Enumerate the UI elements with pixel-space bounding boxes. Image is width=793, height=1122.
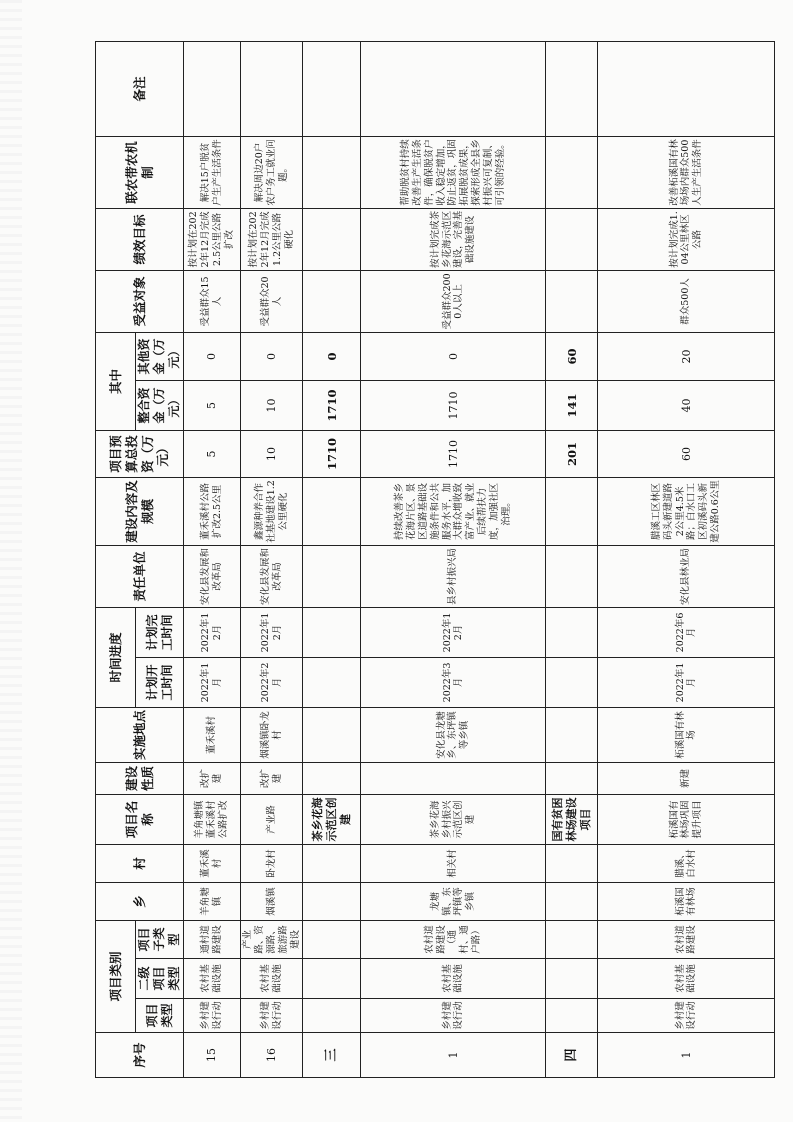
header-remarks: 备注 <box>96 41 184 136</box>
cell-beneficiary: 受益群众15人 <box>184 270 241 332</box>
section-seq: 四 <box>546 1033 598 1078</box>
rotated-table-container <box>95 43 770 1078</box>
cell-responsible: 县乡村振兴局 <box>361 545 546 607</box>
cell-village: 相关村 <box>361 844 546 882</box>
cell-content: 董禾溪村公路扩改2.5公里 <box>184 477 241 545</box>
section-project-name: 茶乡花海示范区创建 <box>303 794 361 844</box>
cell-township: 羊角塘镇 <box>184 882 241 920</box>
cell-seq: 1 <box>598 1033 775 1078</box>
header-beneficiary: 受益对象 <box>96 270 184 332</box>
header-location: 实施地点 <box>96 707 184 762</box>
cell-remarks <box>598 41 775 136</box>
cell-responsible: 安化县林业局 <box>598 545 775 607</box>
cell-location: 烟溪镇卧龙村 <box>241 707 303 762</box>
cell-secondary: 农村基础设施 <box>361 959 546 999</box>
section-integrated: 141 <box>546 380 598 430</box>
cell-seq: 15 <box>184 1033 241 1078</box>
section-other: 60 <box>546 332 598 380</box>
cell-responsible: 安化县发展和改革局 <box>184 545 241 607</box>
header-seq: 序号 <box>96 1033 184 1078</box>
cell-mechanism: 帮助脱贫村持续改善生产生活条件，确保脱贫户收入稳定增加，防止返贫，巩固拓展脱贫成果，探索形成全县乡村振兴可复制、可引领的经验。 <box>361 136 546 208</box>
header-other: 其他资金（万元） <box>136 332 184 380</box>
cell-construction-nature: 新建 <box>598 762 775 794</box>
cell-village: 卧龙村 <box>241 844 303 882</box>
cell-integrated: 5 <box>184 380 241 430</box>
cell-village: 腊溪、白水村 <box>598 844 775 882</box>
cell-performance: 按计划完成茶乡花海示范区建设，完善基础设施建设 <box>361 208 546 270</box>
table-row <box>361 41 546 1077</box>
header-of-which: 其中 <box>96 332 136 430</box>
cell-seq: 16 <box>241 1033 303 1078</box>
cell-project-name: 柘溪国有林场巩固提升项目 <box>598 794 775 844</box>
cell-subtype: 农村道路建设 <box>598 920 775 958</box>
cell-end: 2022年12月 <box>241 607 303 657</box>
cell-other: 0 <box>361 332 546 380</box>
cell-end: 2022年12月 <box>184 607 241 657</box>
cell-performance: 按计划完成1.04公里林区公路 <box>598 208 775 270</box>
cell-secondary: 农村基础设施 <box>184 959 241 999</box>
cell-subtype: 通村道路建设 <box>184 920 241 958</box>
cell-mechanism: 改善柘溪国有林场场内群众500人生产生活条件 <box>598 136 775 208</box>
cell-performance: 按计划在2022年12月完成2.5公里公路扩改 <box>184 208 241 270</box>
cell-end: 2022年12月 <box>361 607 546 657</box>
header-construction-nature: 建设性质 <box>96 762 184 794</box>
cell-remarks <box>184 41 241 136</box>
cell-category: 乡村建设行动 <box>361 999 546 1033</box>
header-category-group: 项目类别 <box>96 920 136 1032</box>
header-budget: 项目预算总投资（万元） <box>96 430 184 477</box>
header-schedule-group: 时间进度 <box>96 607 136 707</box>
cell-start: 2022年2月 <box>241 657 303 707</box>
cell-village: 董禾溪村 <box>184 844 241 882</box>
section-seq: 三 <box>303 1033 361 1078</box>
cell-township: 柘溪国有林场 <box>598 882 775 920</box>
header-secondary: 二级项目类型 <box>136 959 184 999</box>
project-table <box>95 41 775 1078</box>
cell-construction-nature: 改扩建 <box>241 762 303 794</box>
cell-end: 2022年6月 <box>598 607 775 657</box>
cell-project-name: 茶乡花海乡村振兴示范区创建 <box>361 794 546 844</box>
cell-content: 持续改善茶乡花海片区、景区道路基础设施条件和公共服务水平，加大群众增收致富产业、就业后续帮扶力度，加强社区治理。 <box>361 477 546 545</box>
cell-location: 董禾溪村 <box>184 707 241 762</box>
header-project-name: 项目名称 <box>96 794 184 844</box>
header-integrated: 整合资金（万元） <box>136 380 184 430</box>
cell-remarks <box>241 41 303 136</box>
scan-edge <box>0 0 22 1122</box>
cell-budget: 60 <box>598 430 775 477</box>
cell-seq: 1 <box>361 1033 546 1078</box>
cell-subtype: 农村道路建设（通村、通户路） <box>361 920 546 958</box>
cell-integrated: 1710 <box>361 380 546 430</box>
cell-subtype: 产业路、资源路、旅游路建设 <box>241 920 303 958</box>
header-content: 建设内容及规模 <box>96 477 184 545</box>
section-row <box>546 41 598 1077</box>
header-category: 项目类型 <box>136 999 184 1033</box>
cell-content: 鑫源种养合作社基地建设1.2公里硬化 <box>241 477 303 545</box>
cell-township: 龙塘镇、东坪镇等乡镇 <box>361 882 546 920</box>
cell-other: 0 <box>241 332 303 380</box>
cell-beneficiary: 受益群众2000人以上 <box>361 270 546 332</box>
cell-location: 柘溪国有林场 <box>598 707 775 762</box>
section-row <box>303 41 361 1077</box>
section-other: 0 <box>303 332 361 380</box>
cell-construction-nature: 改扩建 <box>184 762 241 794</box>
cell-responsible: 安化县发展和改革局 <box>241 545 303 607</box>
cell-secondary: 农村基础设施 <box>598 959 775 999</box>
cell-start: 2022年1月 <box>598 657 775 707</box>
table-row <box>241 41 303 1077</box>
cell-integrated: 10 <box>241 380 303 430</box>
cell-budget: 10 <box>241 430 303 477</box>
section-project-name: 国有贫困林场建设项目 <box>546 794 598 844</box>
header-performance: 绩效目标 <box>96 208 184 270</box>
header-mechanism: 联农带农机制 <box>96 136 184 208</box>
cell-budget: 5 <box>184 430 241 477</box>
section-budget: 1710 <box>303 430 361 477</box>
cell-start: 2022年3月 <box>361 657 546 707</box>
cell-budget: 1710 <box>361 430 546 477</box>
cell-content: 腊溪工区林区码头新建道路2公里4.5米路；白水口工区初溪码头新建公路0.6公里 <box>598 477 775 545</box>
section-budget: 201 <box>546 430 598 477</box>
section-integrated: 1710 <box>303 380 361 430</box>
cell-project-name: 产业路 <box>241 794 303 844</box>
header-end: 计划完工时间 <box>136 607 184 657</box>
cell-mechanism: 解决周边20户农户务工就业问题。 <box>241 136 303 208</box>
cell-category: 乡村建设行动 <box>598 999 775 1033</box>
cell-secondary: 农村基础设施 <box>241 959 303 999</box>
cell-integrated: 40 <box>598 380 775 430</box>
cell-mechanism: 解决15户脱贫户生产生活条件 <box>184 136 241 208</box>
cell-category: 乡村建设行动 <box>184 999 241 1033</box>
cell-other: 20 <box>598 332 775 380</box>
table-row <box>184 41 241 1077</box>
cell-beneficiary: 受益群众20人 <box>241 270 303 332</box>
cell-project-name: 羊角塘镇董禾溪村公路扩改 <box>184 794 241 844</box>
cell-category: 乡村建设行动 <box>241 999 303 1033</box>
cell-performance: 按计划在2022年12月完成1.2公里公路硬化 <box>241 208 303 270</box>
table-row <box>598 41 775 1077</box>
header-start: 计划开工时间 <box>136 657 184 707</box>
cell-beneficiary: 群众500人 <box>598 270 775 332</box>
header-township: 乡 <box>96 882 184 920</box>
cell-location: 安化县龙塘乡、东坪镇等乡镇 <box>361 707 546 762</box>
header-row-1 <box>96 41 136 1077</box>
header-responsible: 责任单位 <box>96 545 184 607</box>
cell-other: 0 <box>184 332 241 380</box>
header-subtype: 项目子类型 <box>136 920 184 958</box>
cell-township: 烟溪镇 <box>241 882 303 920</box>
cell-construction-nature <box>361 762 546 794</box>
cell-start: 2022年1月 <box>184 657 241 707</box>
cell-remarks <box>361 41 546 136</box>
header-village: 村 <box>96 844 184 882</box>
